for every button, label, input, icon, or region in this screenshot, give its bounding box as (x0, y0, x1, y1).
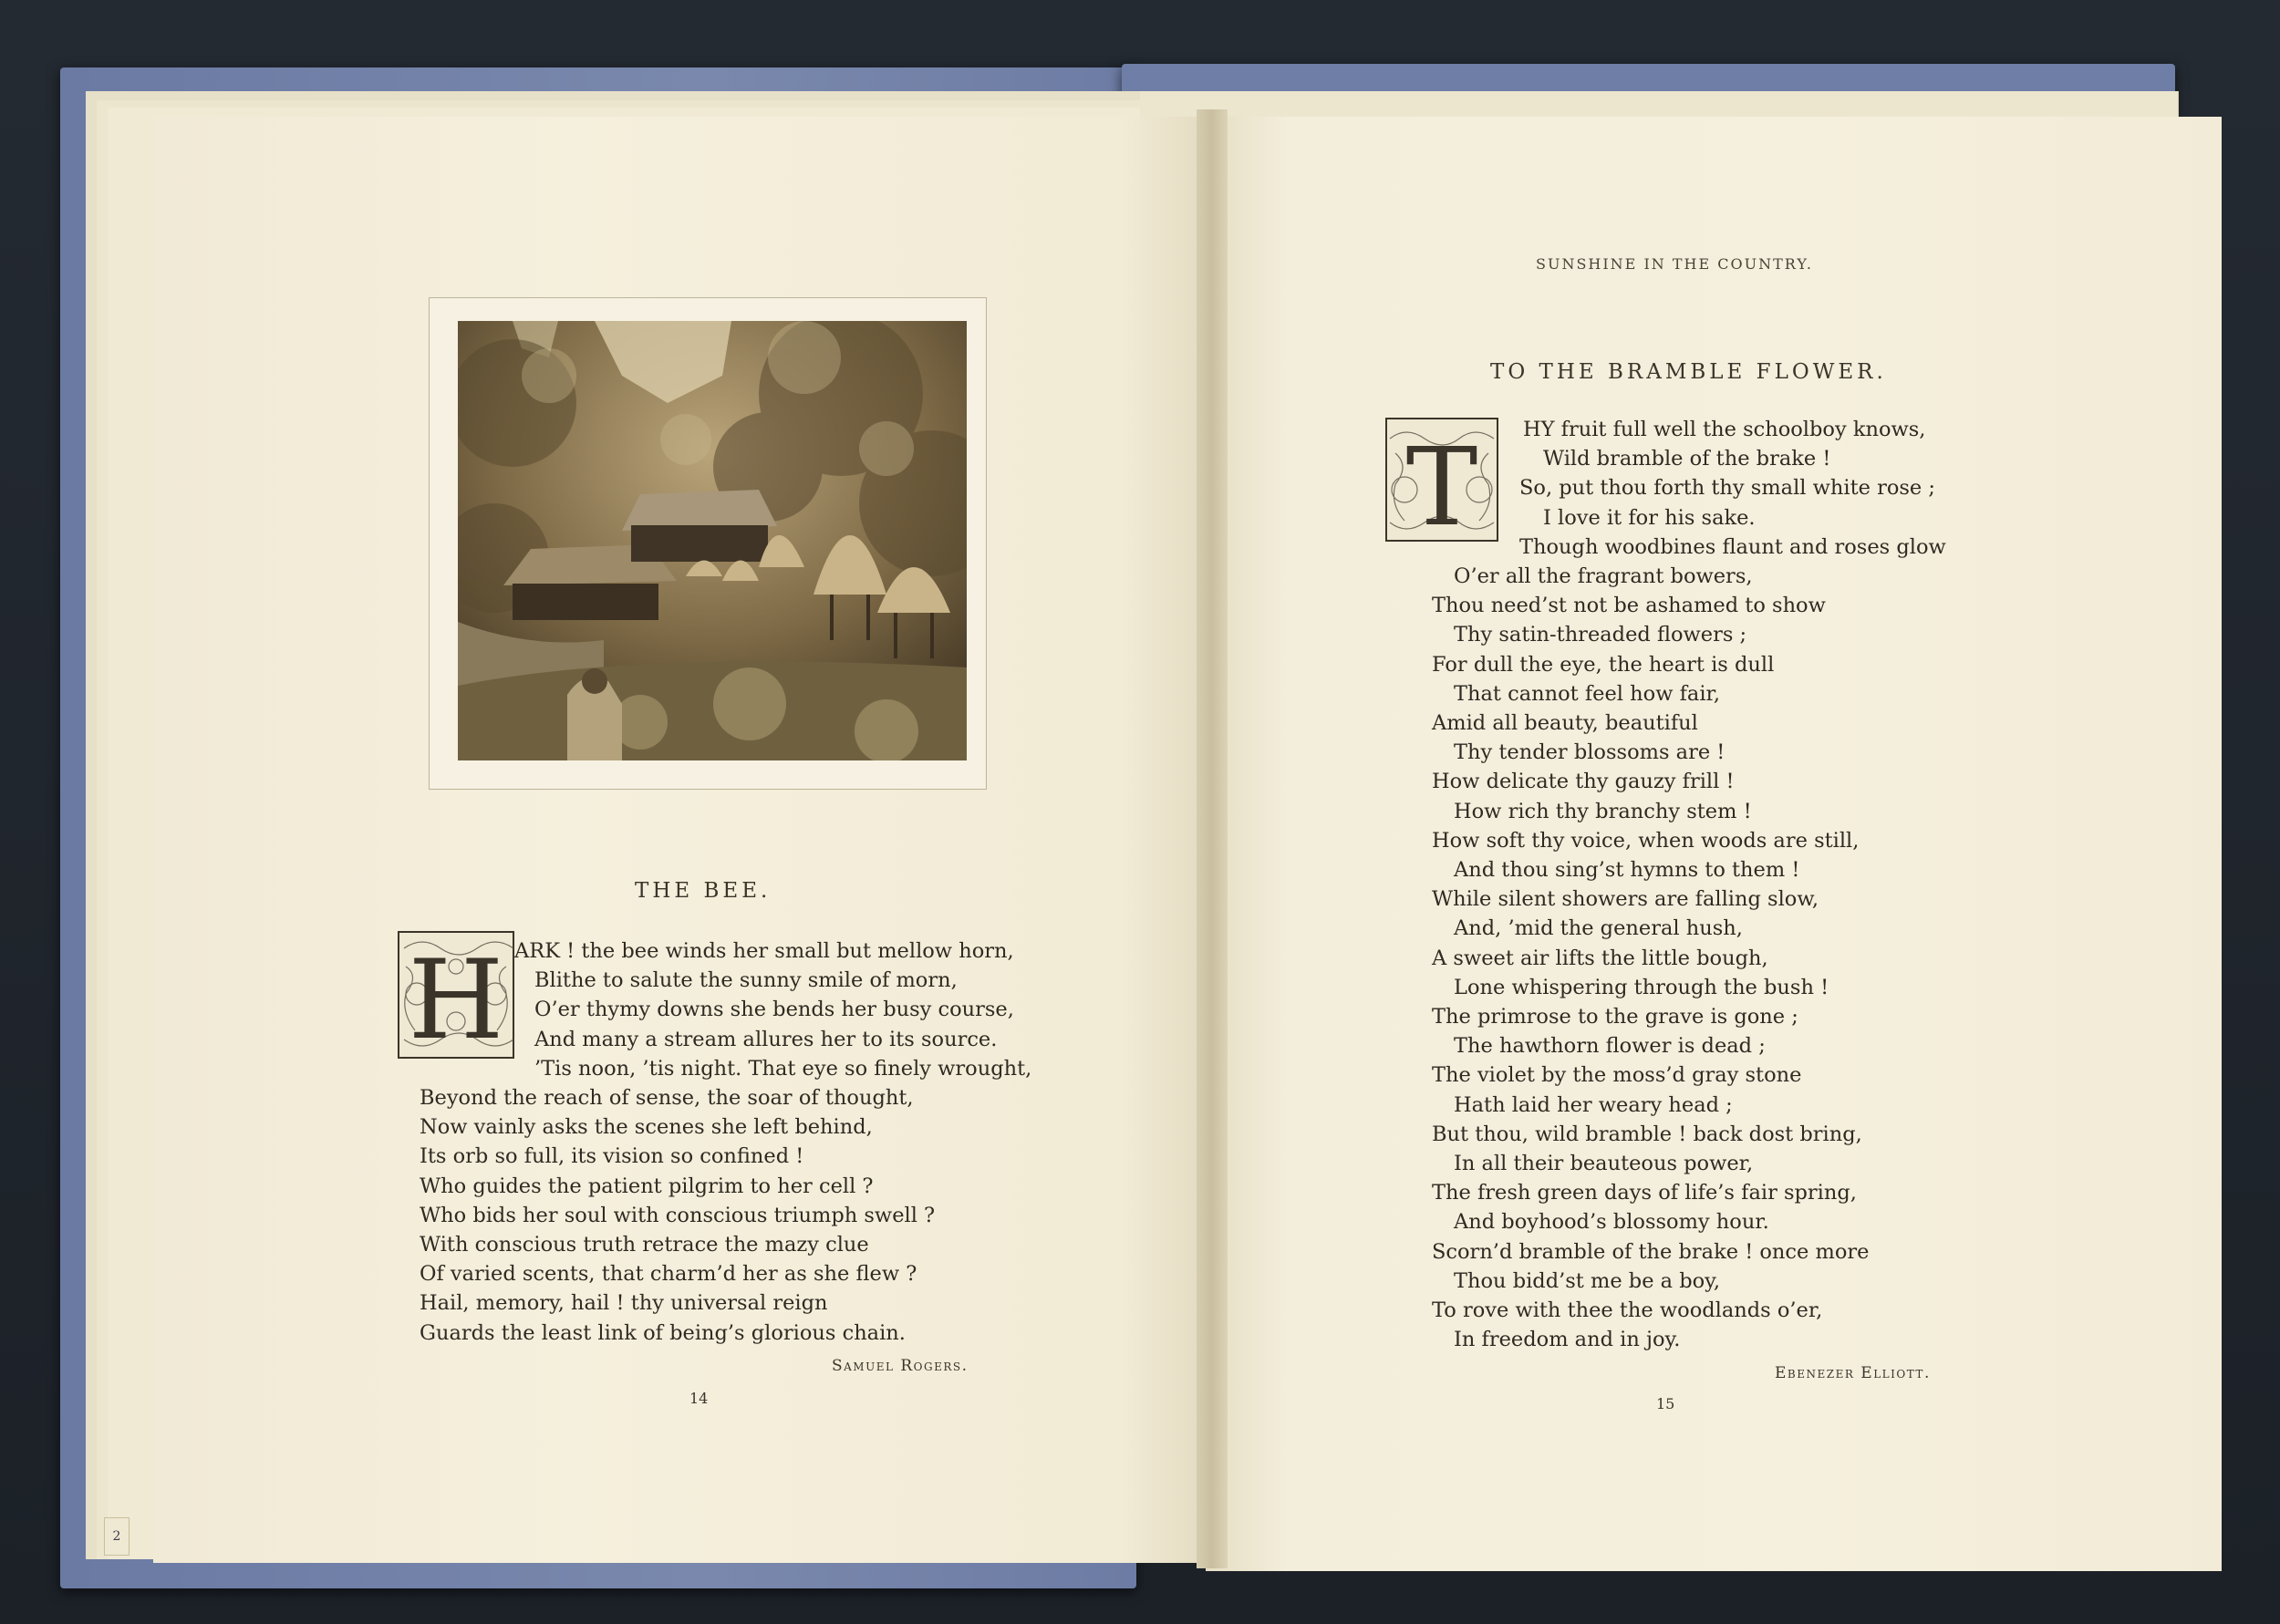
poem-the-bee (420, 936, 1031, 1348)
svg-text:T: T (1405, 424, 1478, 543)
poem-bramble-flower (1432, 415, 1946, 1355)
verse-line: And, ’mid the general hush, (1454, 916, 1743, 941)
verse-line: How soft thy voice, when woods are still, (1432, 828, 1860, 853)
verse-line: Amid all beauty, beautiful (1432, 711, 1698, 736)
page-number: 15 (1656, 1395, 1675, 1412)
beehive-garden-illustration (458, 321, 967, 760)
verse-line: Scorn’d bramble of the brake ! once more (1432, 1239, 1870, 1264)
verse-line: Thy tender blossoms are ! (1454, 740, 1726, 765)
margin-tag: 2 (104, 1517, 130, 1556)
poem-title: THE BEE. (635, 879, 772, 903)
verse-line: And thou sing’st hymns to them ! (1454, 858, 1800, 883)
running-head: SUNSHINE IN THE COUNTRY. (1536, 255, 1813, 273)
verse-line: And boyhood’s blossomy hour. (1454, 1210, 1769, 1235)
verse-line: And many a stream allures her to its source. (534, 1027, 998, 1051)
verse-line: While silent showers are falling slow, (1432, 887, 1819, 912)
verse-line: Thou need’st not be ashamed to show (1432, 594, 1826, 618)
verse-line: Hath laid her weary head ; (1454, 1092, 1733, 1117)
author-credit: Samuel Rogers. (832, 1357, 969, 1375)
verse-line: How delicate thy gauzy frill ! (1432, 770, 1735, 794)
page-number: 14 (689, 1390, 709, 1407)
verse-line: O’er thymy downs she bends her busy course, (534, 998, 1014, 1022)
verse-line: The hawthorn flower is dead ; (1454, 1034, 1766, 1059)
svg-text:H: H (408, 937, 504, 1060)
verse-line: ’Tis noon, ’tis night. That eye so finely wrought, (534, 1056, 1032, 1081)
verse-line: That cannot feel how fair, (1454, 681, 1720, 706)
photograph-beehives (458, 321, 967, 760)
verse-line: Now vainly asks the scenes she left behind, (420, 1115, 873, 1140)
verse-line: In all their beauteous power, (1454, 1152, 1754, 1176)
verse-line: Who bids her soul with conscious triumph swell ? (420, 1203, 936, 1227)
verse-line: O’er all the fragrant bowers, (1454, 564, 1753, 589)
verse-line: But thou, wild bramble ! back dost bring, (1432, 1122, 1862, 1146)
verse-line: So, put thou forth thy small white rose ; (1519, 476, 1935, 501)
verse-line: Blithe to salute the sunny smile of morn, (534, 968, 958, 993)
verse-line: Lone whispering through the bush ! (1454, 975, 1829, 999)
verse-line: Wild bramble of the brake ! (1543, 447, 1831, 471)
gutter (1197, 109, 1228, 1568)
verse-line: How rich thy branchy stem ! (1454, 799, 1752, 823)
verse-line: Thy satin-threaded flowers ; (1454, 623, 1747, 647)
verse-line: Guards the least link of being’s glorious chain. (420, 1320, 906, 1345)
verse-line: A sweet air lifts the little bough, (1432, 946, 1768, 970)
drop-cap-t (1384, 417, 1499, 546)
verse-line: The violet by the moss’d gray stone (1432, 1063, 1802, 1088)
verse-line: To rove with thee the woodlands o’er, (1432, 1298, 1823, 1323)
verse-line: HY fruit full well the schoolboy knows, (1523, 418, 1926, 441)
poem-title: TO THE BRAMBLE FLOWER. (1490, 360, 1887, 384)
verse-line: The primrose to the grave is gone ; (1432, 1005, 1798, 1029)
verse-line: ARK ! the bee winds her small but mellow horn, (514, 939, 1014, 963)
verse-line: Who guides the patient pilgrim to her cell ? (420, 1174, 874, 1198)
verse-line: Its orb so full, its vision so confined ! (420, 1144, 804, 1169)
verse-line: Thou bidd’st me be a boy, (1454, 1268, 1721, 1293)
verse-line: Beyond the reach of sense, the soar of thought, (420, 1086, 914, 1111)
verse-line: With conscious truth retrace the mazy clue (420, 1233, 869, 1257)
verse-line: Of varied scents, that charm’d her as she flew ? (420, 1262, 917, 1287)
author-credit: Ebenezer Elliott. (1775, 1364, 1931, 1382)
verse-line: In freedom and in joy. (1454, 1328, 1681, 1352)
verse-line: Though woodbines flaunt and roses glow (1519, 534, 1946, 559)
verse-line: For dull the eye, the heart is dull (1432, 652, 1775, 677)
verse-line: Hail, memory, hail ! thy universal reign (420, 1291, 828, 1316)
verse-line: The fresh green days of life’s fair spring, (1432, 1181, 1857, 1205)
verse-line: I love it for his sake. (1543, 505, 1756, 530)
